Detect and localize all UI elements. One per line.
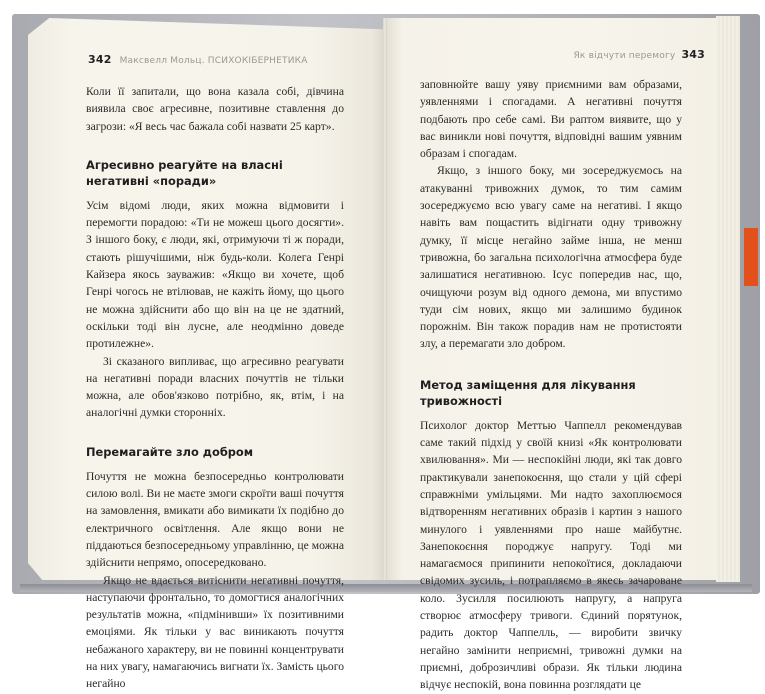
section-heading: Перемагайте зло добром [86, 444, 254, 459]
body-paragraph: Зі сказаного випливає, що агресивно реагувати на негативні поради власних почуттів не тільки можна, але обов'язково потрібно, як, втім, і на аналогічні думки сторонніх. [86, 354, 344, 420]
body-paragraph: Коли її запитали, що вона казала собі, дівчина виявила своє агресивне, позитивне ставлення до загрози: «Я весь час бажала собі назвати 25 карт». [86, 85, 344, 133]
right-running-head [573, 48, 705, 61]
page-edges [716, 16, 740, 582]
body-paragraph: Почуття не можна безпосередньо контролювати силою волі. Ви не маєте змоги скроїти ваші почуття на замовлення, вмикати або вимикати їх подібно до електричного освітлення. Але якщо вони не піддаються безпосередньому управлінню, це можна здійснити непрямо, опосередковано. [86, 469, 344, 570]
left-running-title: Максвелл Мольц. ПСИХОКІБЕРНЕТИКА [119, 56, 308, 66]
right-page-number: 343 [681, 48, 705, 61]
right-text-column [420, 76, 682, 694]
body-paragraph: заповнюйте вашу уяву приємними вам образами, уявленнями і спогадами. А негативні почуття подбають про себе самі. Ви раптом виявите, що у вас виникли нові почуття, відповідні вашим уявним образам і спогадам. [420, 78, 682, 161]
bookmark-ribbon [744, 228, 758, 286]
body-paragraph: Якщо, з іншого боку, ми зосереджуємось на атакуванні тривожних думок, то тим самим зосереджуємо всю увагу саме на негативі. І якщо навіть вам пощастить відігнати одну тривожну думку, її місце негайно займе інша, не менш тривожна, бо загальна психологічна атмосфера буде залишатися негативною. Ісус попередив нас, що, очищуючи розум від одного демона, ми впустимо туди сім нових, якщо ми залишимо будинок порожнім. Він також порадив нам не протистояти злу, а перемагати зло добром. [420, 164, 682, 351]
section-heading: Агресивно реагуйте на власні негативні «поради» [86, 157, 283, 188]
body-paragraph: Усім відомі люди, яких можна відмовити і перемогти порадою: «Ти не можеш цього досягти». З іншого боку, є люди, які, отримуючи ті ж поради, стають рішучішими, ніж будь-коли. Колега Генрі Кайзера якось зауважив: «Якщо ви хочете, щоб Генрі чогось не втілював, не кажіть йому, що цього не можна здійснити або що він на це не здатний, оскільки тоді він лусне, але неодмінно доведе протилежне». [86, 198, 344, 351]
right-running-title: Як відчути перемогу [573, 51, 676, 61]
left-page-number: 342 [88, 53, 112, 66]
body-paragraph: Якщо не вдається витіснити негативні почуття, наступаючи фронтально, то домогтися аналогічних результатів можна, «підмінивши» їх позитивними емоціями. Як тільки у вас виникають почуття небажаного характеру, ви не повинні концентрувати на них увагу, намагаючись вигнати їх. Замість цього негайно [86, 573, 344, 691]
left-running-head [88, 53, 308, 66]
body-paragraph: Психолог доктор Меттью Чаппелл рекомендував саме такий підхід у своїй книзі «Як контролювати хвилювання». Ми — неспокійні люди, які так довго практикували занепокоєння, що стали у цій сфері справжніми умільцями. Ми надто захоплюємося відтворенням негативних образів і картин з нашого минулого і уявленнями про наше майбутнє. Занепокоєння породжує напругу. Тоді ми намагаємося припинити непокоїтися, докладаючи свідомих зусиль, і потрапляємо в якесь зачароване коло. Зусилля посилюють напругу, а напруга створює атмосферу тривоги. Єдиний порятунок, радить доктор Чаппелль, — виробити звичку негайно замінити неприємні, тривожні думки на приємні, доброзичливі образи. Як тільки людина відчує неспокій, вона повинна розглядати це [420, 418, 682, 692]
section-heading: Метод заміщення для лікування тривожності [420, 377, 636, 408]
left-text-column [86, 83, 344, 693]
book-gutter [383, 18, 387, 580]
